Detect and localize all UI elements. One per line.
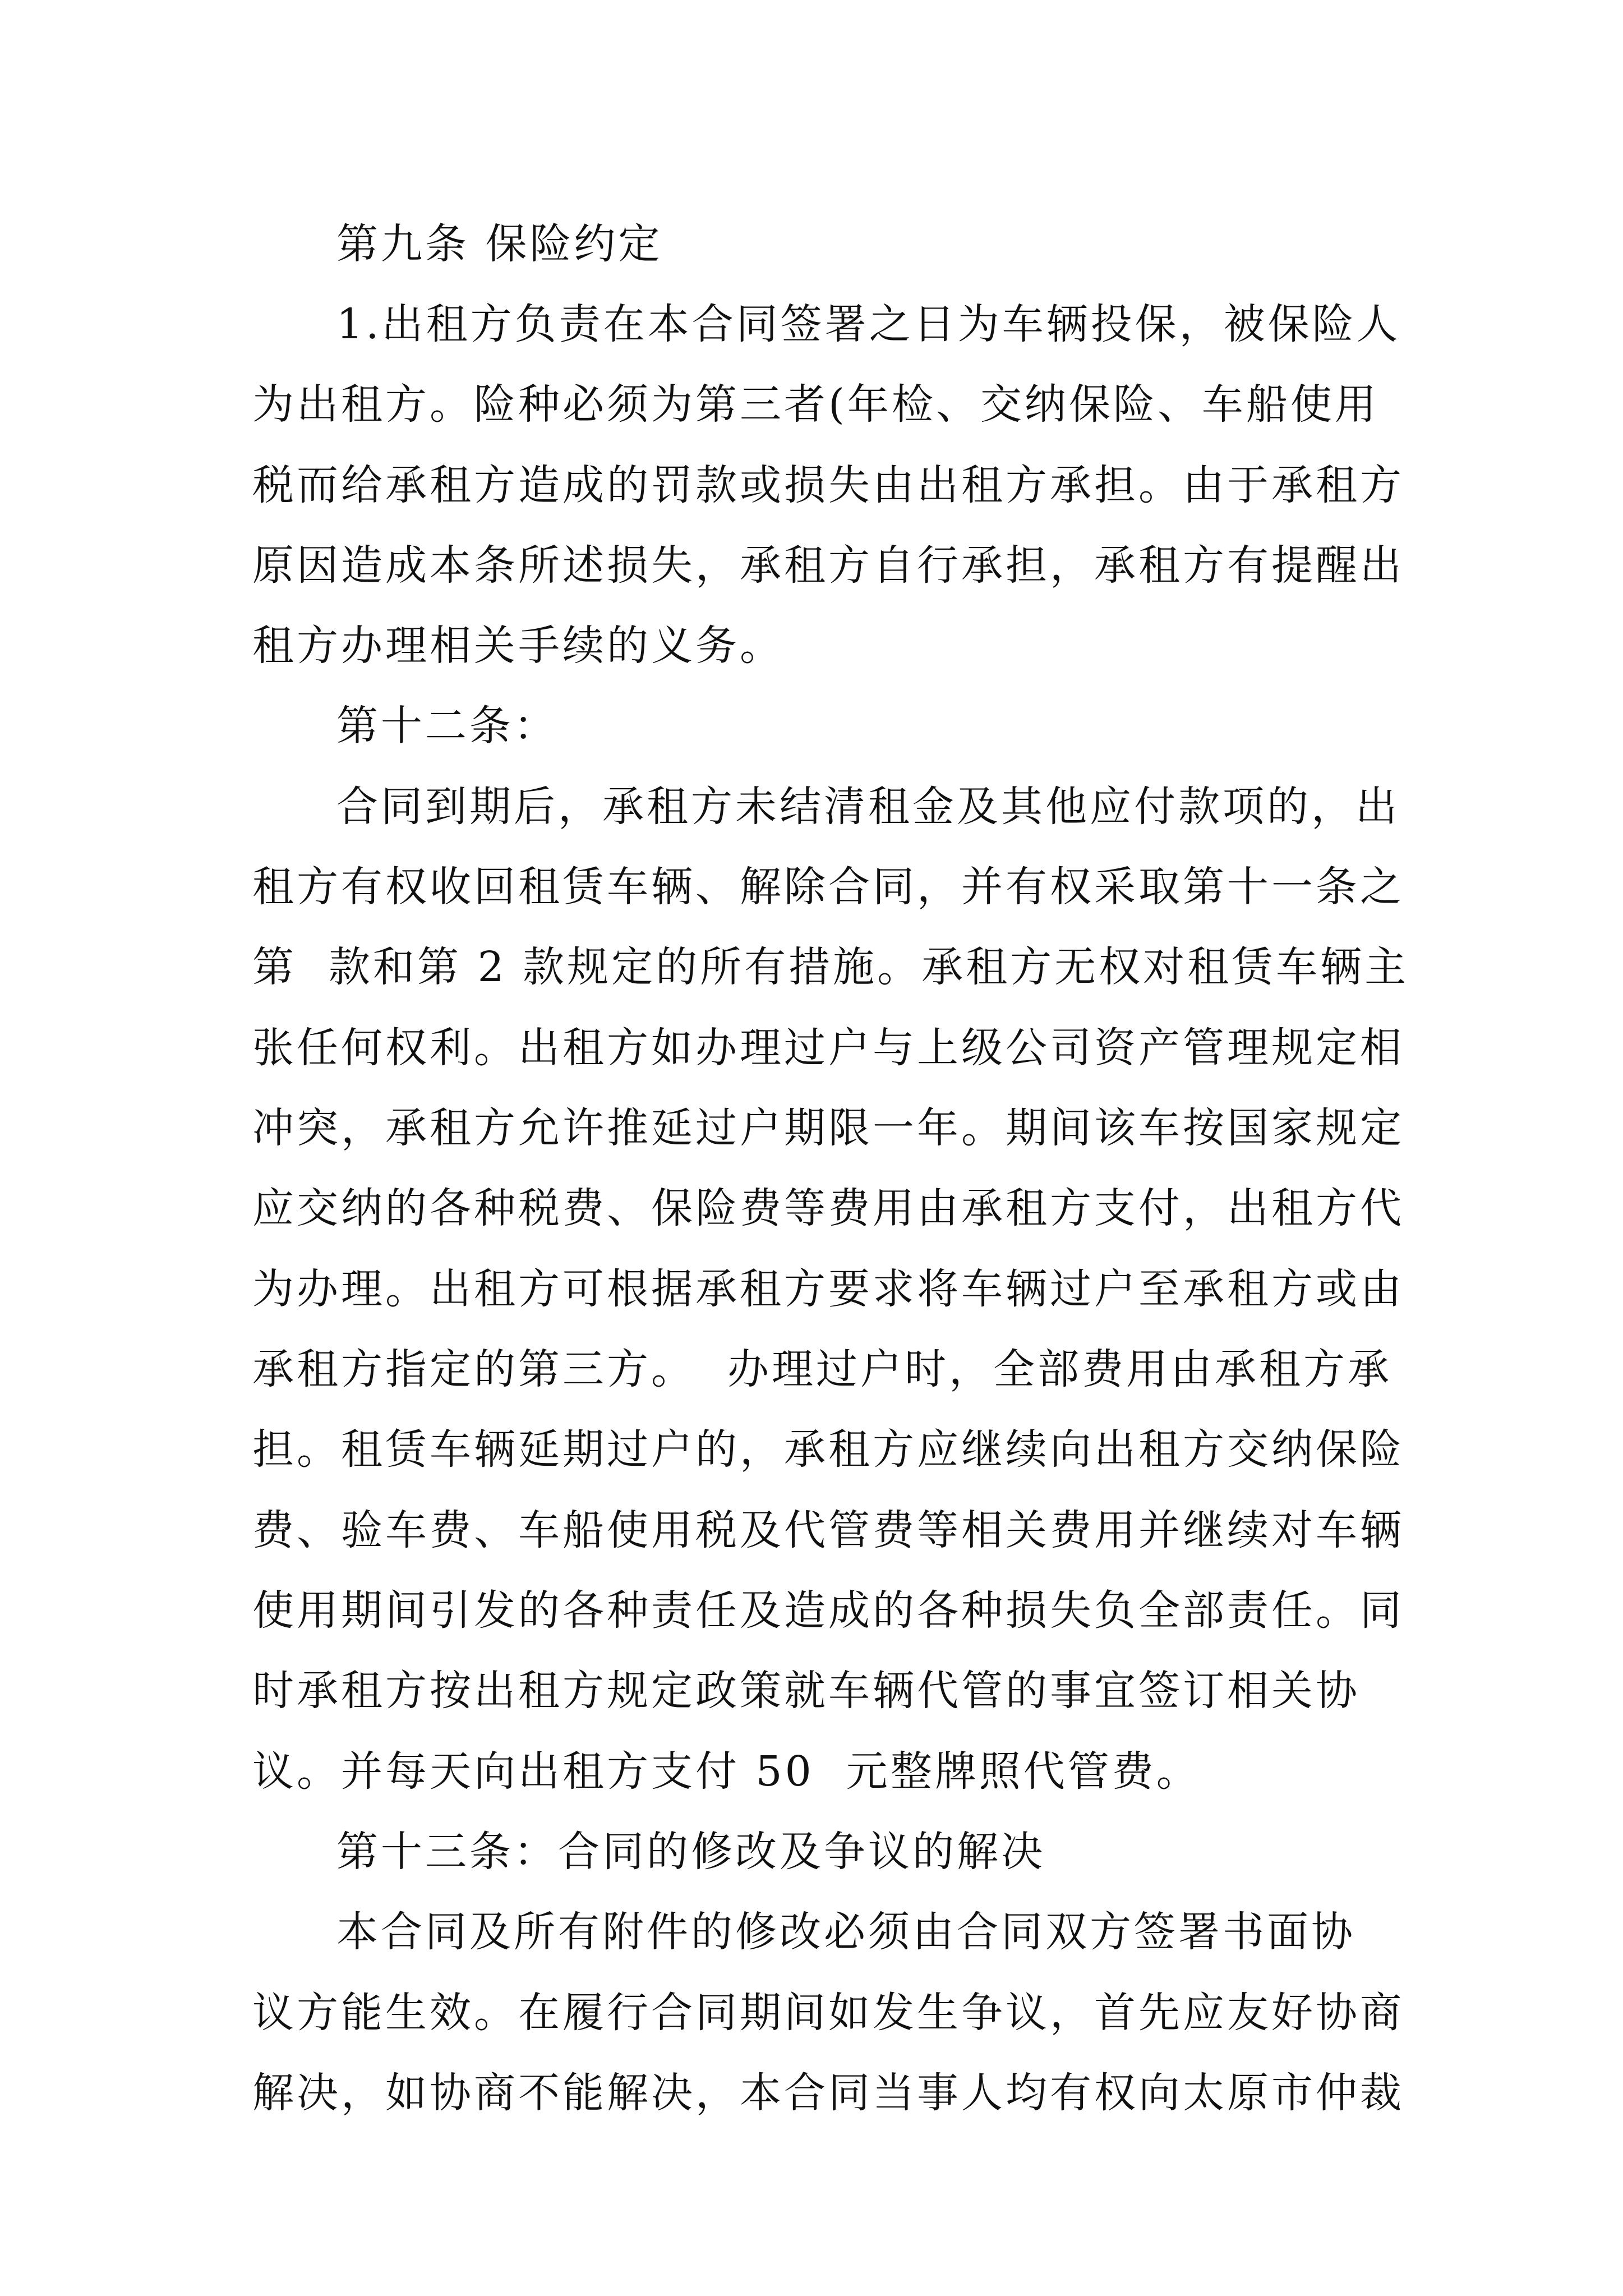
paragraph-line: 时承租方按出租方规定政策就车辆代管的事宜签订相关协 (252, 1667, 1360, 1715)
paragraph-line: 解决，如协商不能解决，本合同当事人均有权向太原市仲裁 (252, 2069, 1404, 2117)
paragraph-line: 费、验车费、车船使用税及代管费等相关费用并继续对车辆 (252, 1506, 1404, 1554)
paragraph-line: 租方有权收回租赁车辆、解除合同，并有权采取第十一条之 (252, 863, 1404, 911)
paragraph-line: 税而给承租方造成的罚款或损失由出租方承担。由于承租方 (252, 461, 1404, 509)
paragraph-line: 应交纳的各种税费、保险费等费用由承租方支付，出租方代 (252, 1184, 1404, 1232)
paragraph-line: 合同到期后，承租方未结清租金及其他应付款项的，出 (336, 783, 1400, 831)
article-9-heading: 第九条 保险约定 (336, 220, 663, 268)
paragraph-line: 本合同及所有附件的修改必须由合同双方签署书面协 (336, 1908, 1355, 1956)
paragraph-line: 租方办理相关手续的义务。 (252, 622, 784, 670)
paragraph-line: 担。租赁车辆延期过户的，承租方应继续向出租方交纳保险 (252, 1425, 1404, 1474)
paragraph-line: 使用期间引发的各种责任及造成的各种损失负全部责任。同 (252, 1586, 1404, 1635)
paragraph-line: 议方能生效。在履行合同期间如发生争议，首先应友好协商 (252, 1989, 1404, 2037)
paragraph-line: 张任何权利。出租方如办理过户与上级公司资产管理规定相 (252, 1024, 1404, 1072)
paragraph-line: 承租方指定的第三方。 办理过户时，全部费用由承租方承 (252, 1345, 1393, 1393)
paragraph-line: 1.出租方负责在本合同签署之日为车辆投保，被保险人 (336, 300, 1401, 348)
paragraph-line: 冲突，承租方允许推延过户期限一年。期间该车按国家规定 (252, 1104, 1404, 1152)
paragraph-line: 第 款和第 2 款规定的所有措施。承租方无权对租赁车辆主 (252, 943, 1409, 991)
article-13-heading: 第十三条：合同的修改及争议的解决 (336, 1828, 1045, 1876)
paragraph-line: 议。并每天向出租方支付 50 元整牌照代管费。 (252, 1747, 1201, 1796)
article-12-heading: 第十二条： (336, 702, 558, 750)
paragraph-line: 为出租方。险种必须为第三者(年检、交纳保险、车船使用 (252, 380, 1379, 429)
paragraph-line: 原因造成本条所述损失，承租方自行承担，承租方有提醒出 (252, 541, 1404, 590)
paragraph-line: 为办理。出租方可根据承租方要求将车辆过户至承租方或由 (252, 1265, 1404, 1313)
